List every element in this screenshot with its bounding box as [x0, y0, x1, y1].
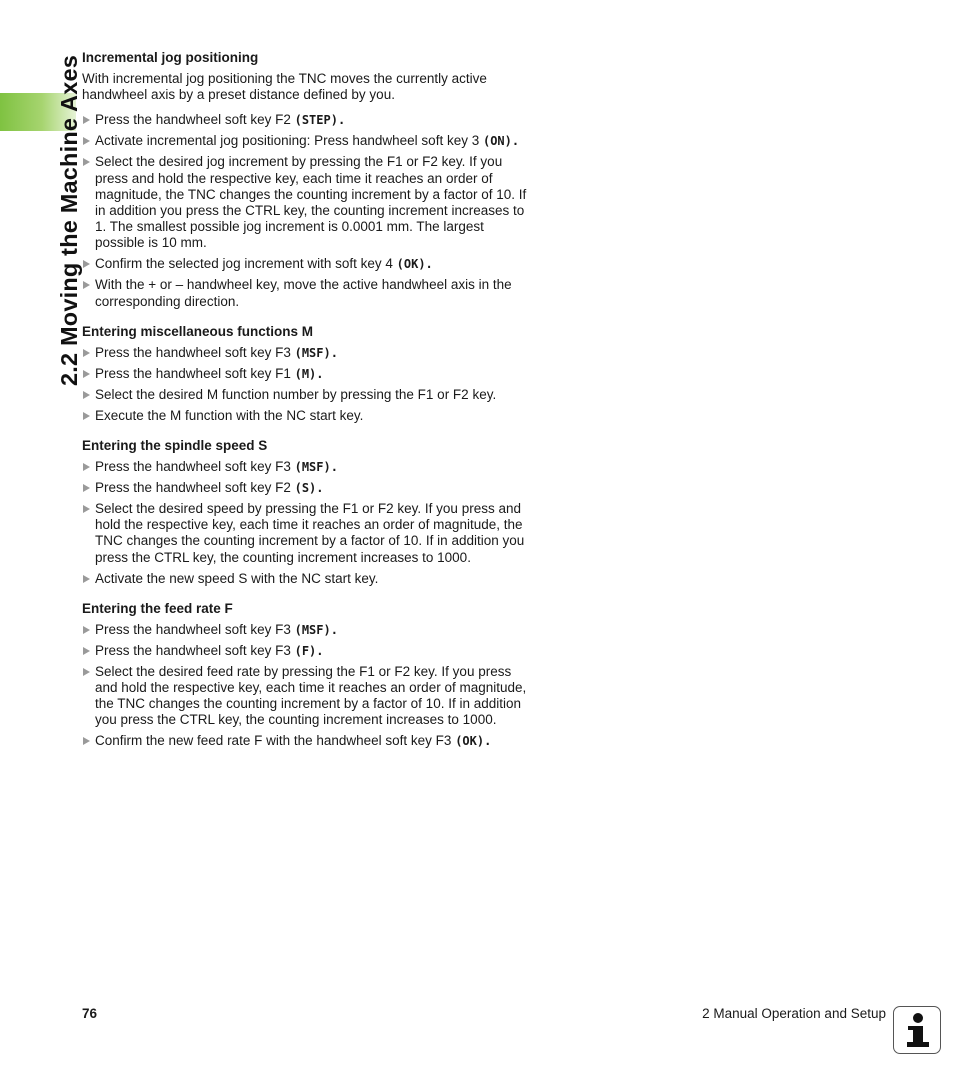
step-arrow-icon	[83, 391, 90, 399]
soft-key-label: (STEP).	[294, 113, 346, 128]
step-text: Press the handwheel soft key F1	[95, 365, 295, 381]
step-text: Select the desired speed by pressing the F1 or F2 key. If you press and hold the respective key, each time it reaches an order of magnitude, the TNC changes the counting increment by a factor of 10. If in addition you press the CTRL key, the counting increment increases to 1000.	[95, 501, 525, 565]
step-arrow-icon	[83, 116, 90, 124]
step-arrow-icon	[83, 463, 90, 471]
info-icon	[893, 1006, 941, 1054]
soft-key-label: (MSF).	[294, 622, 338, 637]
page-number: 76	[82, 1006, 98, 1021]
soft-key-label: (F).	[294, 643, 324, 658]
manual-content	[82, 50, 532, 764]
step-text: Select the desired feed rate by pressing the F1 or F2 key. If you press and hold the respective key, each time it reaches an order of magnitude, the TNC changes the counting increment by a factor of 10. If in addition you press the CTRL key, the counting increment increases to 1000.	[95, 663, 527, 728]
soft-key-label: (M).	[294, 366, 324, 381]
step-item	[82, 387, 532, 403]
step-arrow-icon	[83, 626, 90, 634]
info-glyph	[894, 1007, 939, 1052]
step-text: Activate the new speed S with the NC start key.	[95, 570, 379, 586]
soft-key-label: (OK).	[396, 257, 433, 272]
section-title: Entering miscellaneous functions M	[82, 323, 314, 339]
section-title: Entering the spindle speed S	[82, 438, 268, 454]
step-arrow-icon	[83, 370, 90, 378]
step-item	[82, 501, 532, 566]
step-arrow-icon	[83, 281, 90, 289]
step-item	[82, 112, 532, 128]
chapter-footer-title: 2 Manual Operation and Setup	[702, 1006, 886, 1021]
soft-key-label: (ON).	[482, 134, 520, 149]
step-text: Select the desired jog increment by pressing the F1 or F2 key. If you press and hold the respective key, each time it reaches an order of magnitude, the TNC changes the counting increment by a factor of 10. If in addition you press the CTRL key, the counting increment increases to 1. The smallest possible jog increment is 0.0001 mm. The largest possible is 10 mm.	[95, 154, 527, 251]
step-text: Execute the M function with the NC start key.	[95, 407, 364, 423]
step-text: Press the handwheel soft key F3	[95, 344, 295, 360]
step-text: With the + or – handwheel key, move the active handwheel axis in the corresponding direction.	[95, 277, 512, 309]
step-arrow-icon	[83, 668, 90, 676]
step-arrow-icon	[83, 505, 90, 513]
step-item	[82, 345, 532, 361]
step-item	[82, 480, 532, 496]
section-intro: With incremental jog positioning the TNC moves the currently active handwheel axis by a preset distance defined by you.	[82, 71, 487, 103]
step-arrow-icon	[83, 260, 90, 268]
step-text: Press the handwheel soft key F3	[95, 459, 295, 475]
soft-key-label: (MSF).	[294, 460, 338, 475]
step-arrow-icon	[83, 158, 90, 166]
step-item	[82, 366, 532, 382]
step-text: Select the desired M function number by pressing the F1 or F2 key.	[95, 386, 497, 402]
step-item	[82, 256, 532, 272]
step-item	[82, 733, 532, 749]
section-title: Entering the feed rate F	[82, 600, 233, 616]
step-text: Activate incremental jog positioning: Press handwheel soft key 3	[95, 133, 483, 149]
soft-key-label: (OK).	[455, 734, 492, 749]
step-arrow-icon	[83, 484, 90, 492]
step-text: Confirm the selected jog increment with soft key 4	[95, 256, 397, 272]
step-item	[82, 408, 532, 424]
step-text: Confirm the new feed rate F with the handwheel soft key F3	[95, 733, 456, 749]
step-arrow-icon	[83, 737, 90, 745]
step-text: Press the handwheel soft key F3	[95, 621, 295, 637]
chapter-side-title: 2.2 Moving the Machine Axes	[56, 54, 82, 386]
step-text: Press the handwheel soft key F2	[95, 480, 295, 496]
step-item	[82, 154, 532, 251]
step-arrow-icon	[83, 349, 90, 357]
section	[82, 438, 532, 587]
section	[82, 324, 532, 424]
step-item	[82, 459, 532, 475]
step-item	[82, 571, 532, 587]
step-item	[82, 622, 532, 638]
step-text: Press the handwheel soft key F2	[95, 112, 295, 128]
step-item	[82, 664, 532, 729]
step-arrow-icon	[83, 575, 90, 583]
step-arrow-icon	[83, 412, 90, 420]
step-item	[82, 643, 532, 659]
step-item	[82, 133, 532, 149]
section-title: Incremental jog positioning	[82, 50, 259, 65]
step-text: Press the handwheel soft key F3	[95, 642, 295, 658]
section	[82, 50, 532, 310]
soft-key-label: (S).	[294, 481, 324, 496]
step-item	[82, 277, 532, 309]
step-arrow-icon	[83, 647, 90, 655]
section	[82, 601, 532, 750]
step-arrow-icon	[83, 137, 90, 145]
soft-key-label: (MSF).	[294, 345, 338, 360]
